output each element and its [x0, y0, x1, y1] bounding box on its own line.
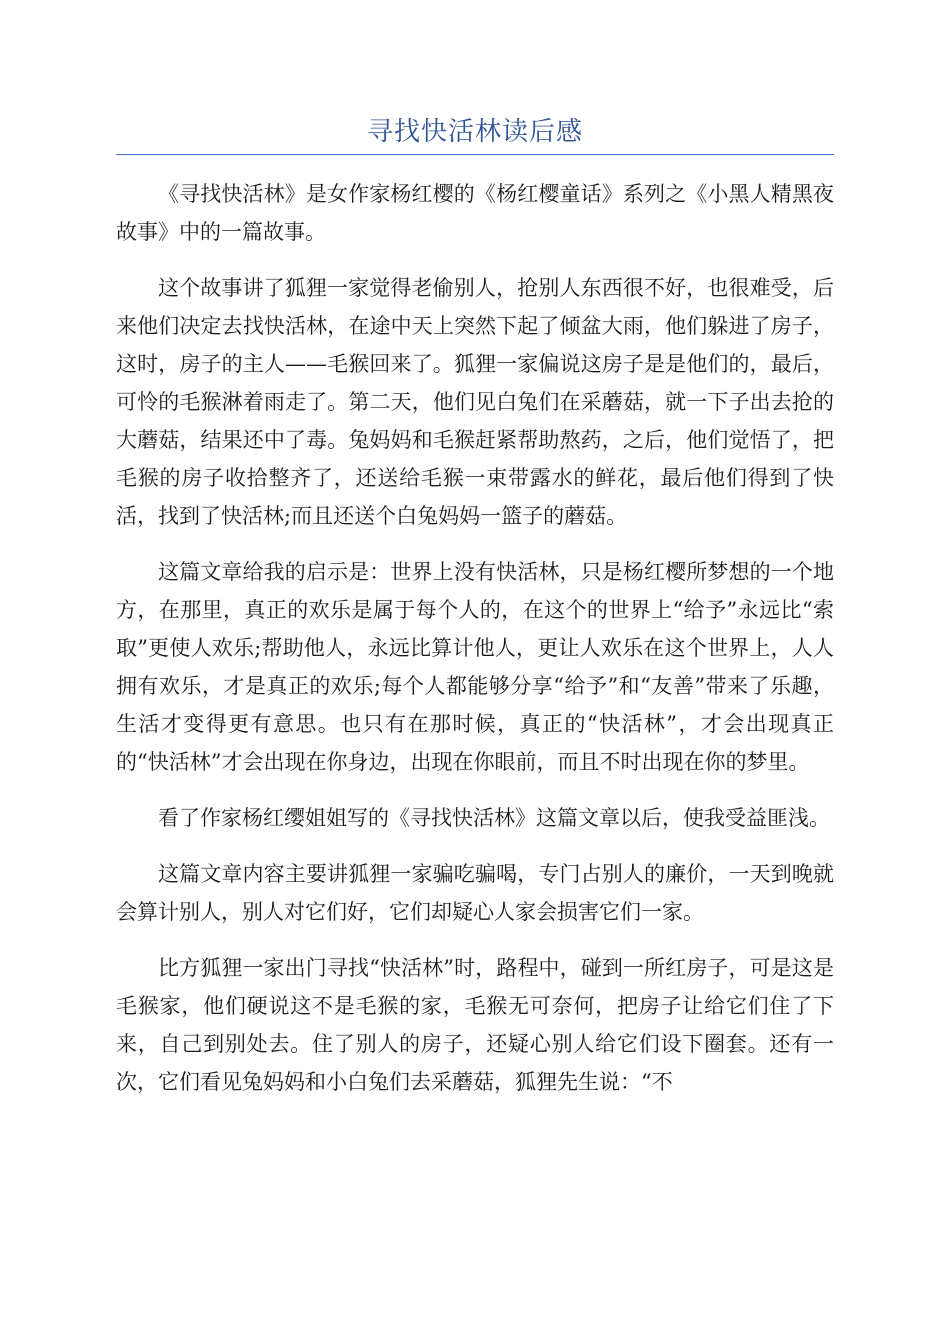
paragraph-4: 看了作家杨红缨姐姐写的《寻找快活林》这篇文章以后，使我受益匪浅。 [158, 806, 830, 830]
paragraph-2: 这个故事讲了狐狸一家觉得老偷别人，抢别人东西很不好，也很难受，后来他们决定去找快活林，在途中天上突然下起了倾盆大雨，他们躲进了房子，这时，房子的主人——毛猴回来了。狐狸一家偏说这房子是是他们的，最后，可怜的毛猴淋着雨走了。第二天，他们见白兔们在采蘑菇，就一下子出去抢的大蘑菇，结果还中了毒。兔妈妈和毛猴赶紧帮助熬药，之后，他们觉悟了，把毛猴的房子收拾整齐了，还送给毛猴一束带露水的鲜花，最后他们得到了快活，找到了快活林;而且还送个白兔妈妈一篮子的蘑菇。 [116, 276, 834, 528]
paragraph-6: 比方狐狸一家出门寻找“快活林”时，路程中，碰到一所红房子，可是这是毛猴家，他们硬说这不是毛猴的家，毛猴无可奈何，把房子让给它们住了下来，自己到别处去。住了别人的房子，还疑心别人给它们设下圈套。还有一次，它们看见兔妈妈和小白兔们去采蘑菇，狐狸先生说：“不 [116, 956, 834, 1094]
document-title: 寻找快活林读后感 [366, 117, 583, 147]
paragraph-5: 这篇文章内容主要讲狐狸一家骗吃骗喝，专门占别人的廉价，一天到晚就会算计别人，别人对它们好，它们却疑心人家会损害它们一家。 [116, 862, 834, 924]
title-underline [116, 154, 834, 155]
paragraph-1: 《寻找快活林》是女作家杨红樱的《杨红樱童话》系列之《小黑人精黑夜故事》中的一篇故事。 [116, 182, 834, 244]
document-page [116, 112, 834, 1119]
paragraph-3: 这篇文章给我的启示是：世界上没有快活林，只是杨红樱所梦想的一个地方，在那里，真正的欢乐是属于每个人的，在这个的世界上“给予”永远比“索取”更使人欢乐;帮助他人，永远比算计他人，更让人欢乐在这个世界上，人人拥有欢乐，才是真正的欢乐;每个人都能够分享“给予”和“友善”带来了乐趣，生活才变得更有意思。也只有在那时候，真正的“快活林”，才会出现真正的“快活林”才会出现在你身边，出现在你眼前，而且不时出现在你的梦里。 [116, 560, 834, 774]
